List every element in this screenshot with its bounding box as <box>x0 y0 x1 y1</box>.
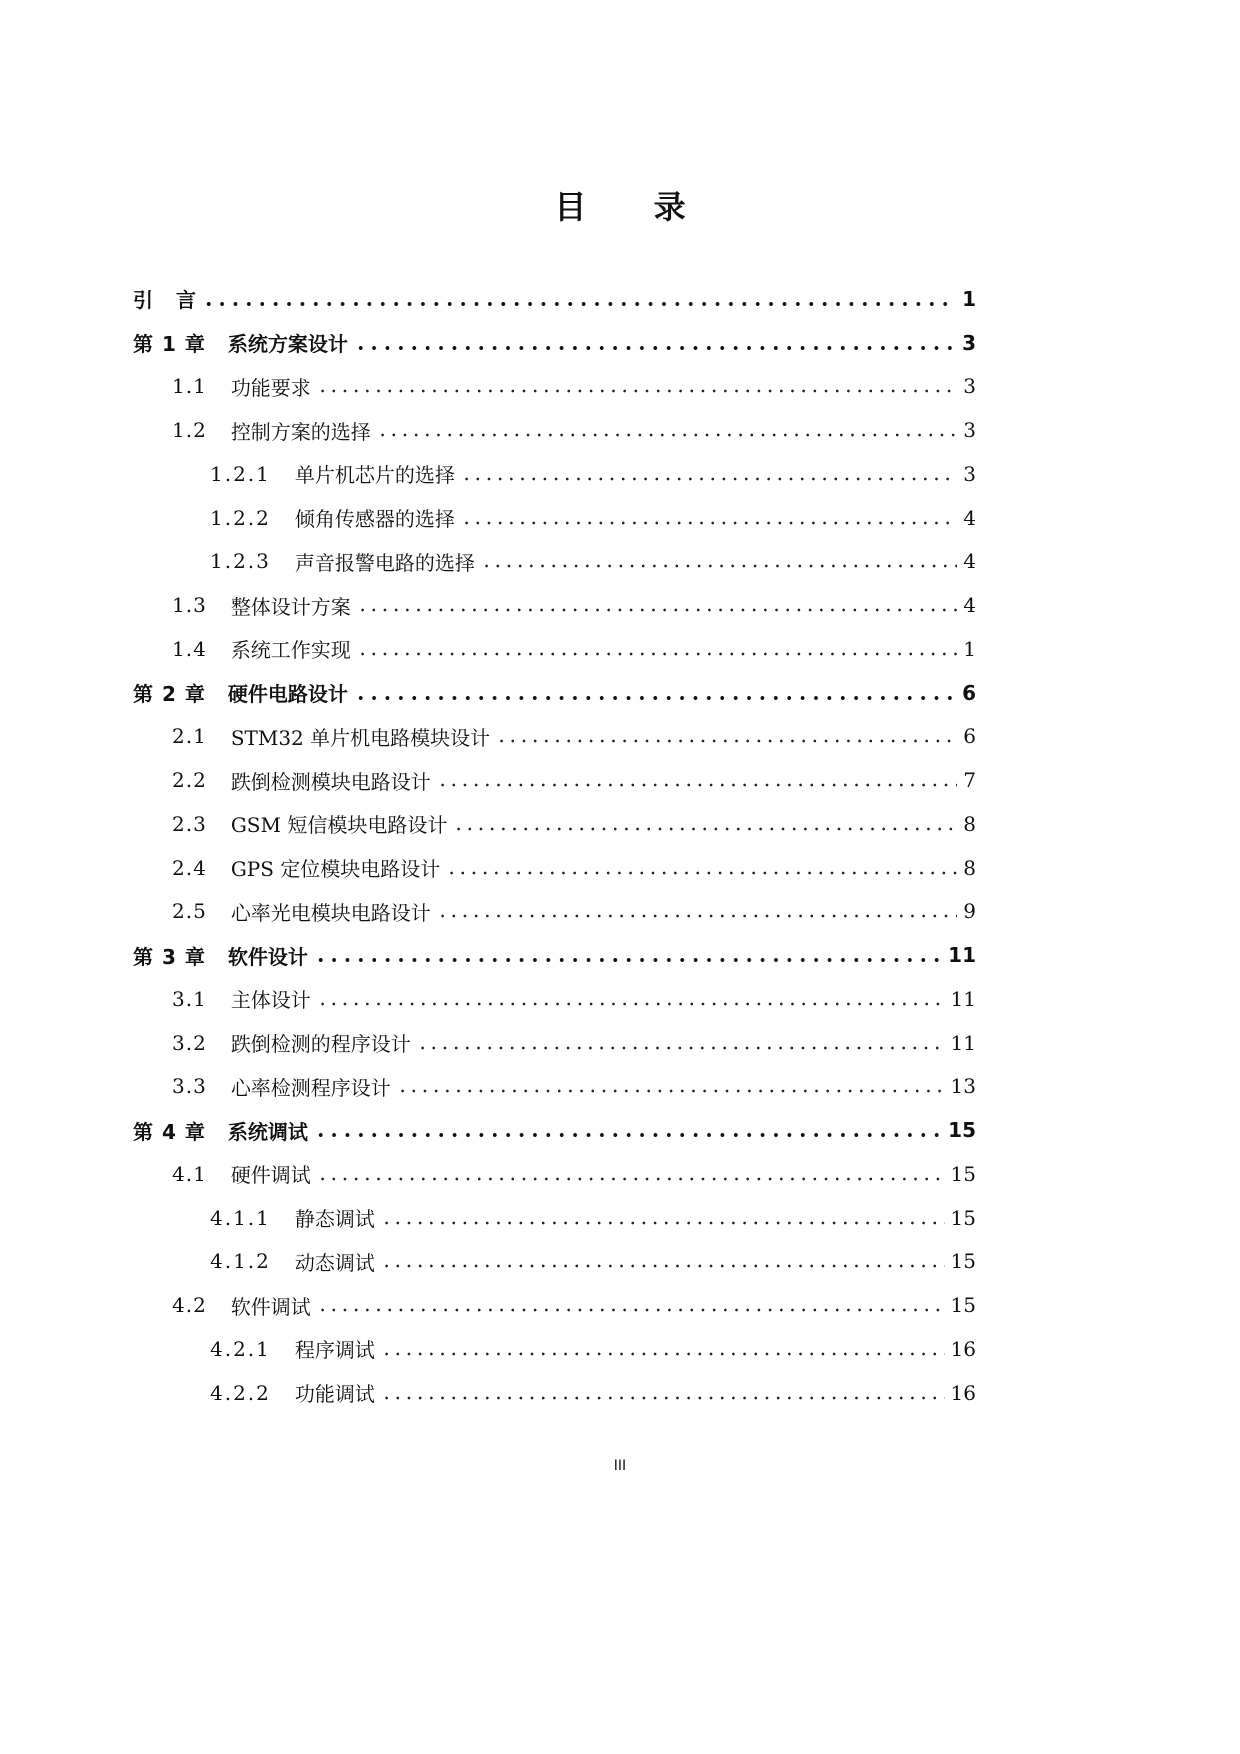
toc-entry-number: 1.2 <box>172 418 207 443</box>
toc-entry-title: STM32 单片机电路模块设计 <box>230 725 491 750</box>
dot-leader <box>397 1089 945 1093</box>
toc-entry[interactable] <box>133 1152 976 1196</box>
toc-entry-number: 2.1 <box>172 724 207 749</box>
toc-entry[interactable] <box>133 758 976 802</box>
dot-leader <box>314 1133 942 1137</box>
toc-entry-title: 软件设计 <box>227 944 308 969</box>
toc-entry-title: 控制方案的选择 <box>230 419 371 444</box>
dot-leader <box>437 783 957 787</box>
toc-entry[interactable] <box>133 1196 976 1240</box>
toc-entry[interactable] <box>133 1371 976 1415</box>
toc-entry-number: 1.2.2 <box>210 505 271 530</box>
toc-entry-page: 1 <box>963 636 976 661</box>
toc-entry-page: 15 <box>950 1161 976 1186</box>
toc-entry-page: 4 <box>963 505 976 530</box>
toc-entry[interactable] <box>133 277 976 321</box>
toc-entry-title: 言 <box>176 288 196 313</box>
toc-entry-title: 静态调试 <box>294 1207 375 1232</box>
toc-entry-title: 系统工作实现 <box>230 638 351 663</box>
toc-entry-page: 15 <box>950 1249 976 1274</box>
toc-entry-title: 主体设计 <box>230 988 311 1013</box>
dot-leader <box>354 696 956 700</box>
dot-leader <box>381 1264 945 1268</box>
toc-entry-number: 4.1 <box>172 1161 207 1186</box>
dot-leader <box>357 608 957 612</box>
toc-entry-title: 动态调试 <box>294 1250 375 1275</box>
toc-entry-number: 第 4 章 <box>133 1119 206 1144</box>
dot-leader <box>317 389 957 393</box>
toc-entry-title: 功能要求 <box>230 375 311 400</box>
toc-entry-page: 13 <box>950 1074 976 1099</box>
dot-leader <box>496 739 957 743</box>
toc-entry[interactable] <box>133 1283 976 1327</box>
toc-entry-title: 系统调试 <box>227 1119 308 1144</box>
dot-leader <box>381 1352 945 1356</box>
toc-entry[interactable] <box>133 671 976 715</box>
toc-entry-page: 3 <box>963 418 976 443</box>
toc-entry[interactable] <box>133 977 976 1021</box>
dot-leader <box>317 1177 945 1181</box>
toc-entry[interactable] <box>133 408 976 452</box>
dot-leader <box>317 1308 945 1312</box>
toc-entry-title: 硬件电路设计 <box>227 682 348 707</box>
toc-entry-page: 11 <box>948 943 976 968</box>
toc-entry-title: 心率检测程序设计 <box>230 1075 391 1100</box>
toc-entry-number: 1.2.1 <box>210 461 271 486</box>
toc-entry-page: 3 <box>963 461 976 486</box>
toc-entry-page: 1 <box>962 286 976 311</box>
toc-entry-title: 整体设计方案 <box>230 594 351 619</box>
toc-entry-page: 3 <box>963 374 976 399</box>
dot-leader <box>381 1396 945 1400</box>
toc-entry-number: 2.3 <box>172 811 207 836</box>
toc-entry[interactable] <box>133 583 976 627</box>
toc-entry-title: 软件调试 <box>230 1294 311 1319</box>
dot-leader <box>417 1046 945 1050</box>
toc-entry-title: 单片机芯片的选择 <box>294 463 455 488</box>
page-title: 目 录 <box>554 188 714 226</box>
dot-leader <box>357 652 957 656</box>
toc-entry[interactable] <box>133 1327 976 1371</box>
toc-entry-title: 系统方案设计 <box>227 332 348 357</box>
toc-entry-page: 4 <box>963 593 976 618</box>
toc-entry-number: 3.3 <box>172 1074 207 1099</box>
dot-leader <box>437 914 957 918</box>
toc-entry-number: 2.5 <box>172 899 207 924</box>
toc-entry-number: 3.1 <box>172 986 207 1011</box>
toc-entry-page: 3 <box>962 330 976 355</box>
toc-entry-number: 1.3 <box>172 593 207 618</box>
dot-leader <box>317 1002 945 1006</box>
toc-entry-page: 15 <box>948 1118 976 1143</box>
toc-entry[interactable] <box>133 365 976 409</box>
toc-entry-number: 第 2 章 <box>133 682 206 707</box>
toc-entry-page: 9 <box>963 899 976 924</box>
toc-entry-title: 倾角传感器的选择 <box>294 507 455 532</box>
toc-entry-number: 4.1.2 <box>210 1249 271 1274</box>
table-of-contents <box>133 277 976 1415</box>
dot-leader <box>354 346 956 350</box>
toc-entry[interactable] <box>133 452 976 496</box>
dot-leader <box>461 477 957 481</box>
toc-entry-number: 2.2 <box>172 768 207 793</box>
toc-entry[interactable] <box>133 1108 976 1152</box>
dot-leader <box>202 302 956 306</box>
toc-entry-title: 跌倒检测的程序设计 <box>230 1032 411 1057</box>
toc-entry[interactable] <box>133 933 976 977</box>
toc-entry-number: 4.2.1 <box>210 1336 271 1361</box>
dot-leader <box>446 871 957 875</box>
toc-entry[interactable] <box>133 715 976 759</box>
toc-entry-page: 6 <box>962 680 976 705</box>
toc-entry-page: 16 <box>950 1336 976 1361</box>
toc-entry-page: 8 <box>963 855 976 880</box>
toc-entry[interactable] <box>133 846 976 890</box>
toc-entry[interactable] <box>133 1065 976 1109</box>
toc-entry-number: 1.1 <box>172 374 207 399</box>
toc-entry-title: 功能调试 <box>294 1382 375 1407</box>
toc-entry-number: 4.2.2 <box>210 1380 271 1405</box>
toc-entry-number: 3.2 <box>172 1030 207 1055</box>
toc-entry-title: GSM 短信模块电路设计 <box>230 813 448 838</box>
toc-entry-title: GPS 定位模块电路设计 <box>230 857 441 882</box>
toc-entry-page: 11 <box>950 986 976 1011</box>
toc-entry-title: 声音报警电路的选择 <box>294 550 475 575</box>
toc-entry-number: 第 3 章 <box>133 944 206 969</box>
toc-entry[interactable] <box>133 540 976 584</box>
toc-entry-number: 2.4 <box>172 855 207 880</box>
dot-leader <box>461 521 957 525</box>
toc-entry-page: 15 <box>950 1205 976 1230</box>
toc-entry-page: 4 <box>963 549 976 574</box>
toc-entry[interactable] <box>133 627 976 671</box>
toc-entry-number: 1.4 <box>172 636 207 661</box>
toc-entry[interactable] <box>133 496 976 540</box>
dot-leader <box>314 958 942 962</box>
page-number: III <box>613 1458 627 1474</box>
toc-entry[interactable] <box>133 321 976 365</box>
toc-entry-number: 4.1.1 <box>210 1205 271 1230</box>
toc-entry[interactable] <box>133 890 976 934</box>
toc-entry-number: 4.2 <box>172 1293 207 1318</box>
toc-entry-number: 第 1 章 <box>133 332 206 357</box>
dot-leader <box>453 827 957 831</box>
toc-entry-title: 跌倒检测模块电路设计 <box>230 769 431 794</box>
toc-entry-title: 硬件调试 <box>230 1163 311 1188</box>
toc-entry-page: 6 <box>963 724 976 749</box>
toc-entry-title: 程序调试 <box>294 1338 375 1363</box>
toc-entry-page: 15 <box>950 1293 976 1318</box>
dot-leader <box>377 433 957 437</box>
dot-leader <box>481 564 957 568</box>
toc-entry[interactable] <box>133 1240 976 1284</box>
toc-entry[interactable] <box>133 1021 976 1065</box>
toc-entry-page: 11 <box>950 1030 976 1055</box>
toc-entry-number: 1.2.3 <box>210 549 271 574</box>
toc-entry-title: 心率光电模块电路设计 <box>230 900 431 925</box>
toc-entry-number: 引 <box>133 288 154 313</box>
toc-entry[interactable] <box>133 802 976 846</box>
toc-entry-page: 8 <box>963 811 976 836</box>
toc-entry-page: 7 <box>963 768 976 793</box>
dot-leader <box>381 1221 945 1225</box>
toc-entry-page: 16 <box>950 1380 976 1405</box>
